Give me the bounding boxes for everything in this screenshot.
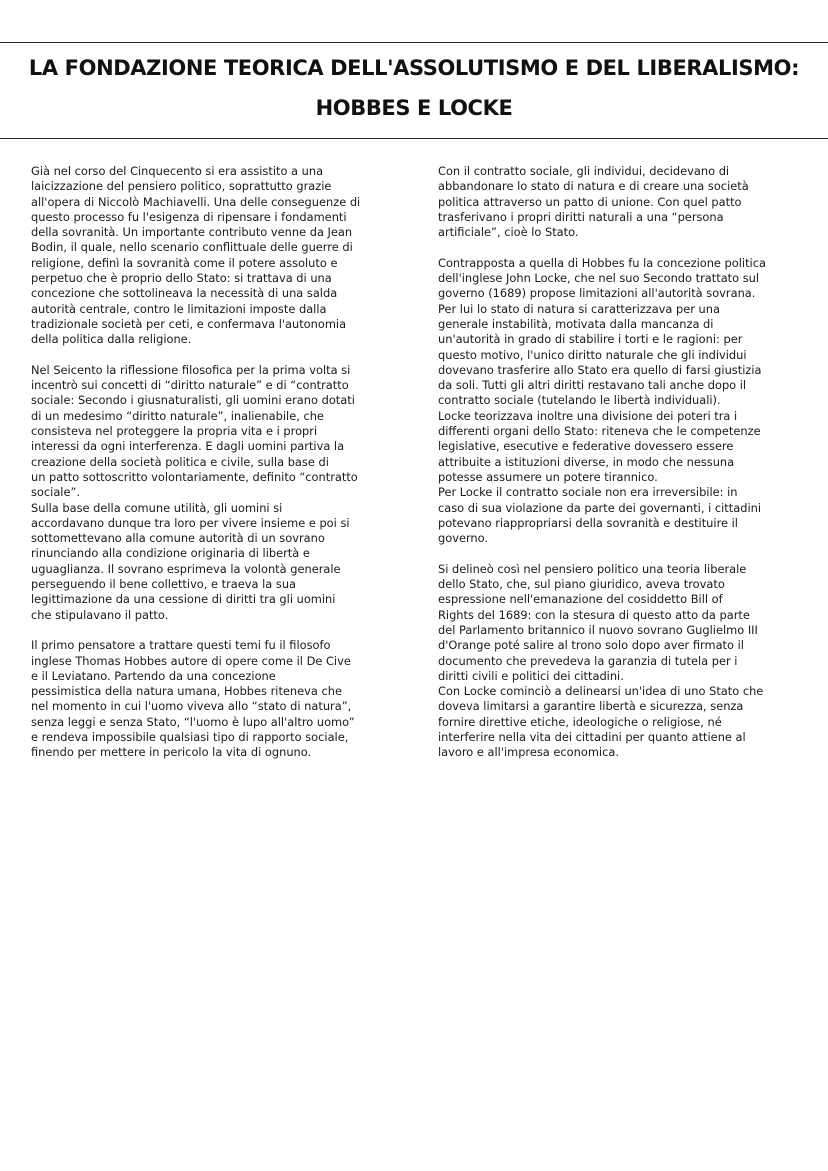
paragraph-stato-liberale: Si delineò così nel pensiero politico una teoria liberale dello Stato, che, sul piano giuridico, aveva trovato espressione nell'emanazione del cosiddetto Bill of Rights del 1689: con la stesura di questo atto da parte del Parlamento britannico il nuovo sovrano Guglielmo III d'Orange poté salire al trono solo dopo aver firmato il documento che prevedeva la garanzia di tutela per i diritti civili e politici dei cittadini. Con Locke cominciò a delinearsi un'idea di uno Stato che doveva limitarsi a garantire libertà e sicurezza, senza fornire direttive etiche, ideologiche o religiose, né interferire nella vita dei cittadini per quanto attiene al lavoro e all'impresa economica.	[438, 561, 764, 760]
right-column	[438, 164, 800, 761]
paragraph-contratto-sociale: Con il contratto sociale, gli individui, decidevano di abbandonare lo stato di natura e di creare una società politica attraverso un patto di unione. Con quel patto trasferivano i propri diritti naturali a una “persona artificiale”, cioè lo Stato.	[438, 164, 749, 240]
paragraph-bodin: Già nel corso del Cinquecento si era assistito a una laicizzazione del pensiero politico, soprattutto grazie all'opera di Niccolò Machiavelli. Una delle conseguenze di questo processo fu l'esigenza di ripensare i fondamenti della sovranità. Un importante contributo venne da Jean Bodin, il quale, nello scenario conflittuale delle guerre di religione, definì la sovranità come il potere assoluto e perpetuo che è proprio dello Stato: si trattava di una concezione che sottolineava la necessità di una salda autorità centrale, contro le limitazioni imposte dalla tradizionale società per ceti, e confermava l'autonomia della politica dalla religione.	[31, 164, 361, 347]
paragraph-gap	[438, 546, 800, 561]
paragraph-gap	[438, 240, 800, 255]
paragraph-gap	[31, 623, 403, 638]
page-title	[0, 48, 828, 128]
title-bottom-divider	[0, 138, 828, 139]
left-column	[31, 164, 403, 761]
paragraph-hobbes: Il primo pensatore a trattare questi temi fu il filosofo inglese Thomas Hobbes autore di opere come il De Cive e il Leviatano. Partendo da una concezione pessimistica della natura umana, Hobbes riteneva che nel momento in cui l'uomo viveva allo “stato di natura”, senza leggi e senza Stato, “l'uomo è lupo all'altro uomo” e rendeva impossibile qualsiasi tipo di rapporto sociale, finendo per mettere in pericolo la vita di ognuno.	[31, 638, 355, 760]
paragraph-gap	[31, 348, 403, 363]
paragraph-locke: Contrapposta a quella di Hobbes fu la concezione politica dell'inglese John Locke, che nel suo Secondo trattato sul governo (1689) propose limitazioni all'autorità sovrana. Per lui lo stato di natura si caratterizzava per una generale instabilità, motivata dalla mancanza di un'autorità in grado di stabilire i torti e le ragioni: per questo motivo, l'unico diritto naturale che gli individui dovevano trasferire allo Stato era quello di farsi giustizia da soli. Tutti gli altri diritti restavano tali anche dopo il contratto sociale (tutelando le libertà individuali). Locke teorizzava inoltre una divisione dei poteri tra i differenti organi dello Stato: riteneva che le competenze legislative, esecutive e federative dovessero essere attribuite a istituzioni diverse, in modo che nessuna potesse assumere un potere tirannico. Per Locke il contratto sociale non era irreversibile: in caso di sua violazione da parte dei governanti, i cittadini potevano riappropriarsi della sovranità e destituire il governo.	[438, 255, 766, 546]
title-line-2: HOBBES E LOCKE	[315, 96, 513, 120]
top-divider	[0, 42, 828, 43]
title-line-1: LA FONDAZIONE TEORICA DELL'ASSOLUTISMO E DEL LIBERALISMO:	[28, 56, 800, 80]
paragraph-giusnaturalismo: Nel Seicento la riflessione filosofica per la prima volta si incentrò sui concetti di “diritto naturale” e di “contratto sociale: Secondo i giusnaturalisti, gli uomini erano dotati di un medesimo “diritto naturale”, inalienabile, che consisteva nel proteggere la propria vita e i propri interessi da ogni interferenza. E dagli uomini partiva la creazione della società politica e civile, sulla base di un patto sottoscritto volontariamente, definito “contratto sociale”. Sulla base della comune utilità, gli uomini si accordavano dunque tra loro per vivere insieme e poi si sottomettevano alla comune autorità di un sovrano rinunciando alla condizione originaria di libertà e uguaglianza. Il sovrano esprimeva la volontà generale perseguendo il bene collettivo, e traeva la sua legittimazione da una cessione di diritti tra gli uomini che stipulavano il patto.	[31, 362, 358, 622]
